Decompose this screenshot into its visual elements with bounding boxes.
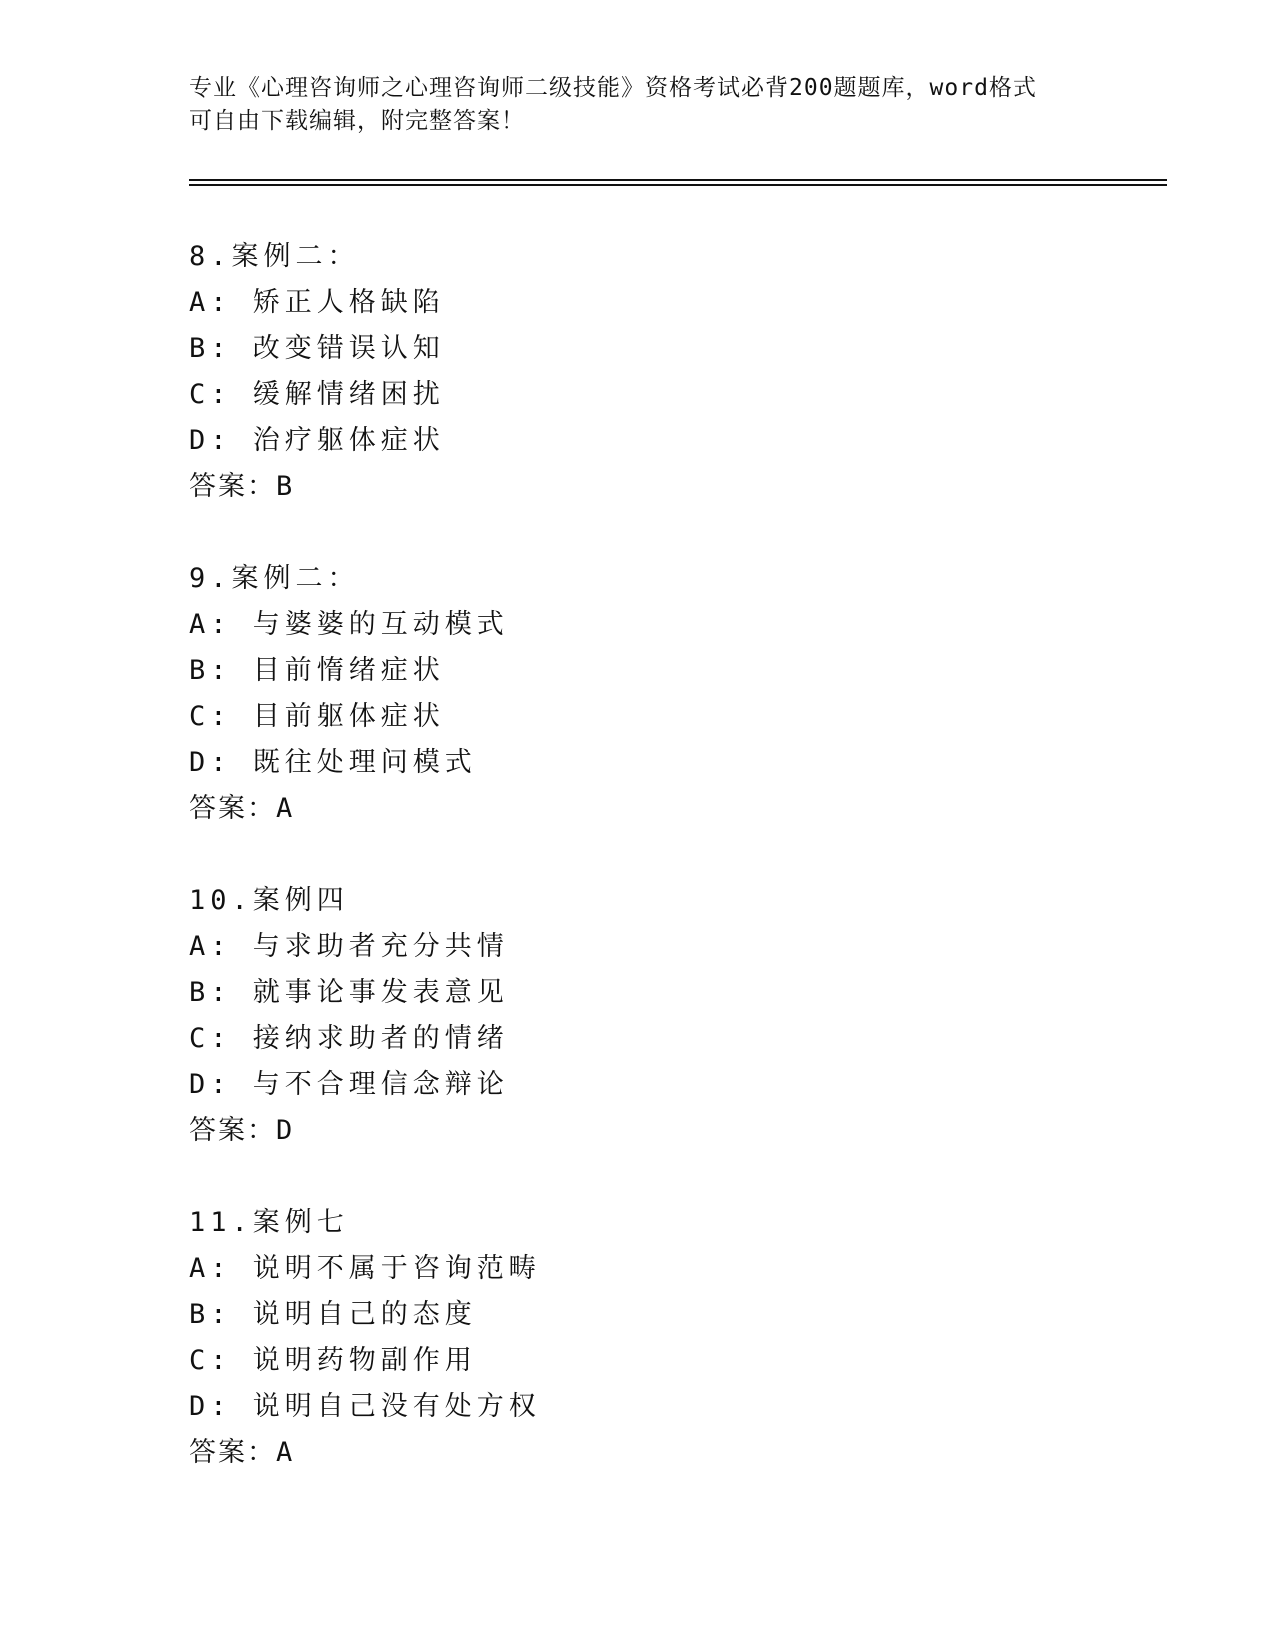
header-divider-bottom — [189, 184, 1167, 186]
question-block — [189, 556, 1089, 832]
option-d: D: 说明自己没有处方权 — [189, 1391, 541, 1422]
option-c: C: 接纳求助者的情绪 — [189, 1023, 509, 1054]
document-header — [189, 72, 1089, 138]
option-d: D: 与不合理信念辩论 — [189, 1069, 509, 1100]
question-title: 9.案例二： — [189, 563, 360, 594]
header-line-2: 可自由下载编辑，附完整答案！ — [189, 108, 525, 134]
answer-line: 答案：A — [189, 793, 295, 824]
option-b: B: 就事论事发表意见 — [189, 977, 509, 1008]
option-a: A: 与求助者充分共情 — [189, 931, 509, 962]
option-a: A: 矫正人格缺陷 — [189, 287, 445, 318]
header-line-1: 专业《心理咨询师之心理咨询师二级技能》资格考试必背200题题库，word格式 — [189, 75, 1037, 101]
option-c: C: 说明药物副作用 — [189, 1345, 477, 1376]
option-b: B: 目前惰绪症状 — [189, 655, 445, 686]
option-b: B: 说明自己的态度 — [189, 1299, 477, 1330]
answer-line: 答案：A — [189, 1437, 295, 1468]
option-c: C: 缓解情绪困扰 — [189, 379, 445, 410]
question-title: 8.案例二： — [189, 241, 360, 272]
option-d: D: 既往处理问模式 — [189, 747, 477, 778]
answer-line: 答案：D — [189, 1115, 295, 1146]
question-block — [189, 1200, 1089, 1476]
option-b: B: 改变错误认知 — [189, 333, 445, 364]
option-c: C: 目前躯体症状 — [189, 701, 445, 732]
option-a: A: 与婆婆的互动模式 — [189, 609, 509, 640]
option-a: A: 说明不属于咨询范畴 — [189, 1253, 541, 1284]
question-title: 11.案例七 — [189, 1207, 349, 1238]
answer-line: 答案：B — [189, 471, 295, 502]
question-title: 10.案例四 — [189, 885, 349, 916]
question-block — [189, 878, 1089, 1154]
question-block — [189, 234, 1089, 510]
option-d: D: 治疗躯体症状 — [189, 425, 445, 456]
header-divider-top — [189, 179, 1167, 181]
